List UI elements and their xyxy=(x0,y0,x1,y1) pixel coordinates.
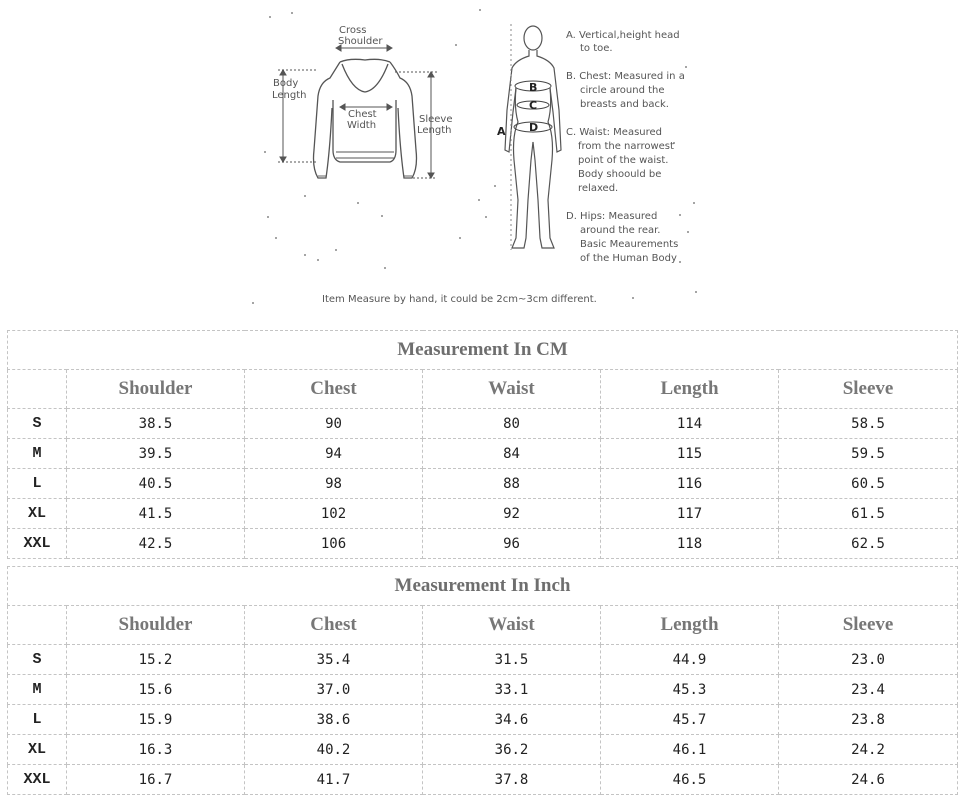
measurement-cell: 94 xyxy=(245,439,423,469)
size-label-cell: L xyxy=(8,469,67,499)
cross-shoulder-label-2: Shoulder xyxy=(338,36,383,47)
measurement-cell: 116 xyxy=(601,469,779,499)
cm-header-blank xyxy=(8,370,67,409)
cm-size-table xyxy=(7,330,958,559)
marker-d: D xyxy=(529,121,539,134)
measurement-cell: 60.5 xyxy=(779,469,958,499)
measurement-cell: 41.7 xyxy=(245,765,423,795)
measurement-cell: 115 xyxy=(601,439,779,469)
note-d-line-1: D. Hips: Measured xyxy=(566,211,658,222)
body-length-label-2: Length xyxy=(272,90,307,101)
measurement-cell: 61.5 xyxy=(779,499,958,529)
measurement-cell: 24.2 xyxy=(779,735,958,765)
measurement-cell: 34.6 xyxy=(423,705,601,735)
note-c-line-4: Body shoould be xyxy=(578,169,662,180)
note-b-line-3: breasts and back. xyxy=(580,99,669,110)
measurement-cell: 117 xyxy=(601,499,779,529)
note-a-line-1: A. Vertical,height head xyxy=(566,30,680,41)
inch-header-length: Length xyxy=(601,606,779,645)
size-label-cell: S xyxy=(8,409,67,439)
measurement-cell: 42.5 xyxy=(67,529,245,559)
note-c-line-2: from the narrowest xyxy=(578,141,674,152)
cm-header-waist: Waist xyxy=(423,370,601,409)
note-c-line-3: point of the waist. xyxy=(578,155,669,166)
cm-table-body xyxy=(8,409,958,559)
measurement-cell: 88 xyxy=(423,469,601,499)
table-row xyxy=(8,529,958,559)
note-d-line-4: of the Human Body xyxy=(580,253,677,264)
measurement-cell: 15.6 xyxy=(67,675,245,705)
measurement-cell: 40.5 xyxy=(67,469,245,499)
table-row xyxy=(8,705,958,735)
size-label-cell: M xyxy=(8,439,67,469)
note-c-line-5: relaxed. xyxy=(578,183,619,194)
measurement-cell: 44.9 xyxy=(601,645,779,675)
marker-a: A xyxy=(497,125,506,138)
cm-header-shoulder: Shoulder xyxy=(67,370,245,409)
measurement-cell: 38.6 xyxy=(245,705,423,735)
body-length-label: Body xyxy=(273,78,299,89)
note-d-line-2: around the rear. xyxy=(580,225,661,236)
measurement-cell: 37.8 xyxy=(423,765,601,795)
table-row xyxy=(8,409,958,439)
cross-shoulder-label: Cross xyxy=(339,25,367,36)
chest-width-label: Chest xyxy=(348,109,377,120)
sleeve-length-label: Sleeve xyxy=(419,114,453,125)
inch-header-waist: Waist xyxy=(423,606,601,645)
size-label-cell: M xyxy=(8,675,67,705)
measurement-cell: 106 xyxy=(245,529,423,559)
note-a-line-2: to toe. xyxy=(580,43,613,54)
inch-size-table xyxy=(7,566,958,795)
cm-header-chest: Chest xyxy=(245,370,423,409)
table-row xyxy=(8,765,958,795)
size-label-cell: XL xyxy=(8,499,67,529)
table-row xyxy=(8,469,958,499)
size-label-cell: XXL xyxy=(8,529,67,559)
measurement-cell: 96 xyxy=(423,529,601,559)
measurement-cell: 39.5 xyxy=(67,439,245,469)
measurement-cell: 40.2 xyxy=(245,735,423,765)
measurement-cell: 118 xyxy=(601,529,779,559)
table-row xyxy=(8,675,958,705)
measurement-cell: 37.0 xyxy=(245,675,423,705)
measurement-cell: 31.5 xyxy=(423,645,601,675)
cm-table-title: Measurement In CM xyxy=(8,331,958,370)
inch-header-chest: Chest xyxy=(245,606,423,645)
measurement-cell: 35.4 xyxy=(245,645,423,675)
table-row xyxy=(8,735,958,765)
measurement-cell: 46.1 xyxy=(601,735,779,765)
table-row xyxy=(8,645,958,675)
measurement-cell: 24.6 xyxy=(779,765,958,795)
cm-header-length: Length xyxy=(601,370,779,409)
measurement-cell: 38.5 xyxy=(67,409,245,439)
cm-header-sleeve: Sleeve xyxy=(779,370,958,409)
measurement-cell: 98 xyxy=(245,469,423,499)
measurement-cell: 102 xyxy=(245,499,423,529)
measurement-cell: 84 xyxy=(423,439,601,469)
measurement-cell: 45.3 xyxy=(601,675,779,705)
measurement-cell: 46.5 xyxy=(601,765,779,795)
measurement-cell: 23.4 xyxy=(779,675,958,705)
marker-b: B xyxy=(529,81,538,94)
measurement-cell: 15.2 xyxy=(67,645,245,675)
note-d-line-3: Basic Meaurements xyxy=(580,239,679,250)
measure-footnote: Item Measure by hand, it could be 2cm~3cm different. xyxy=(322,294,597,305)
table-row xyxy=(8,439,958,469)
measurement-cell: 23.8 xyxy=(779,705,958,735)
sleeve-length-label-2: Length xyxy=(417,125,452,136)
note-b-line-2: circle around the xyxy=(580,85,665,96)
measurement-cell: 45.7 xyxy=(601,705,779,735)
inch-table-title: Measurement In Inch xyxy=(8,567,958,606)
measurement-cell: 16.7 xyxy=(67,765,245,795)
measurement-cell: 80 xyxy=(423,409,601,439)
size-label-cell: S xyxy=(8,645,67,675)
body-figure-illustration xyxy=(505,26,561,248)
measurement-cell: 33.1 xyxy=(423,675,601,705)
measurement-cell: 15.9 xyxy=(67,705,245,735)
inch-table-body xyxy=(8,645,958,795)
marker-c: C xyxy=(529,99,538,112)
size-label-cell: XL xyxy=(8,735,67,765)
measurement-cell: 59.5 xyxy=(779,439,958,469)
measurement-cell: 92 xyxy=(423,499,601,529)
measurement-diagram xyxy=(0,0,962,325)
inch-header-blank xyxy=(8,606,67,645)
size-label-cell: L xyxy=(8,705,67,735)
measurement-cell: 16.3 xyxy=(67,735,245,765)
inch-header-sleeve: Sleeve xyxy=(779,606,958,645)
measurement-cell: 114 xyxy=(601,409,779,439)
chest-width-label-2: Width xyxy=(347,120,377,131)
measurement-cell: 23.0 xyxy=(779,645,958,675)
measurement-cell: 90 xyxy=(245,409,423,439)
note-c-line-1: C. Waist: Measured xyxy=(566,127,663,138)
inch-header-shoulder: Shoulder xyxy=(67,606,245,645)
size-label-cell: XXL xyxy=(8,765,67,795)
measurement-cell: 41.5 xyxy=(67,499,245,529)
note-b-line-1: B. Chest: Measured in a xyxy=(566,71,685,82)
measurement-cell: 62.5 xyxy=(779,529,958,559)
measurement-cell: 58.5 xyxy=(779,409,958,439)
table-row xyxy=(8,499,958,529)
measurement-cell: 36.2 xyxy=(423,735,601,765)
